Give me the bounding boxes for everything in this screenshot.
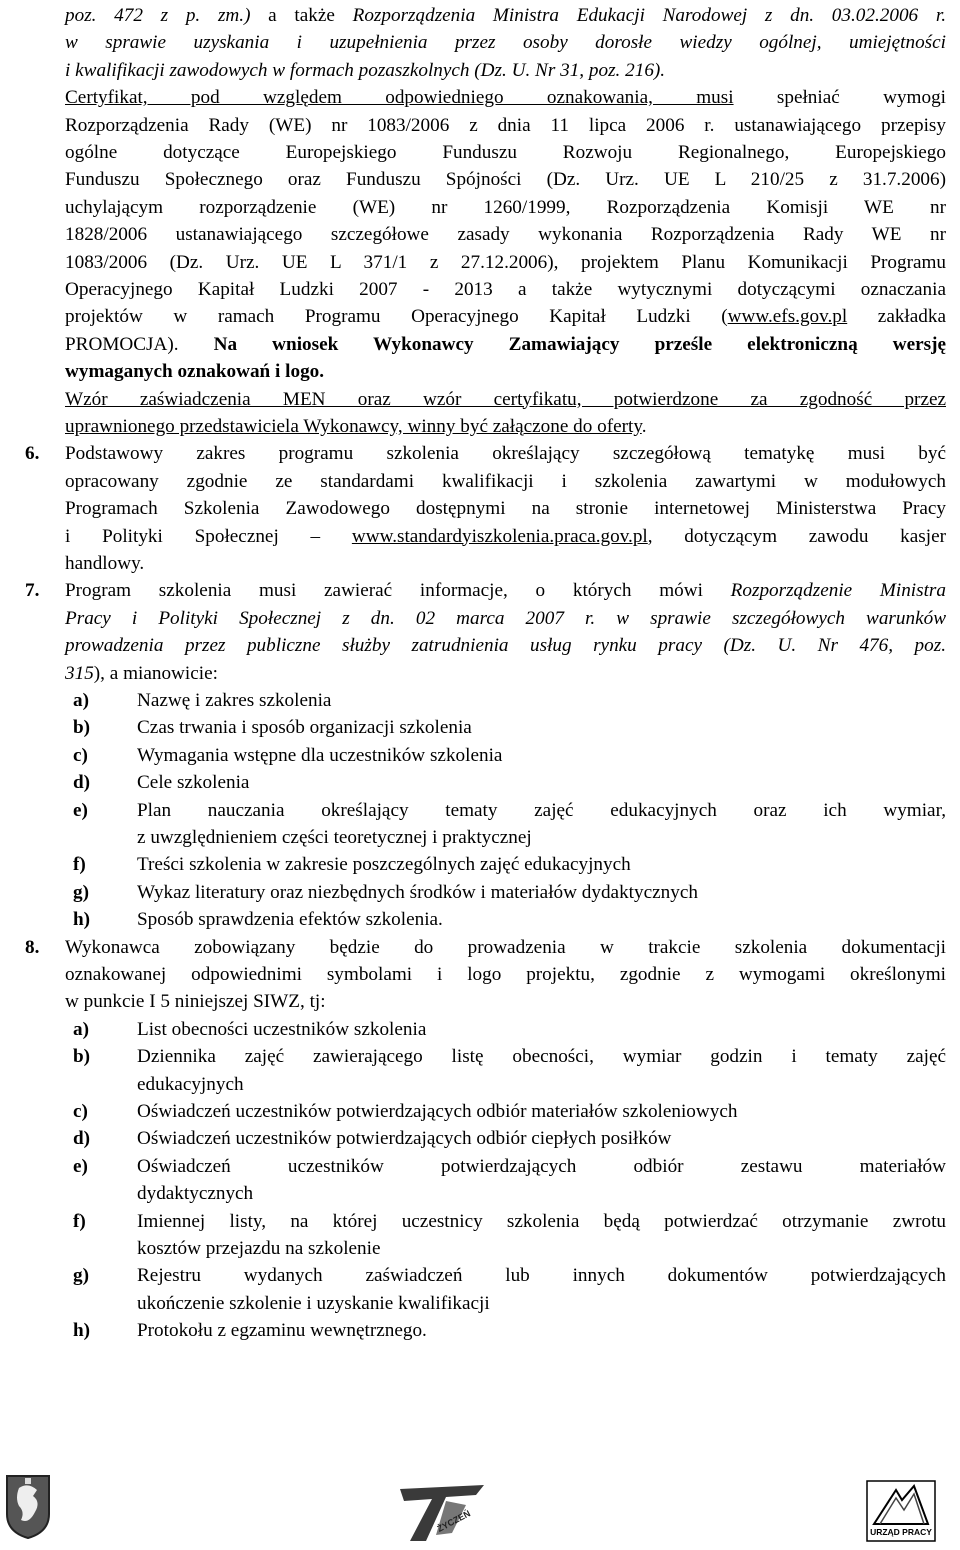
paragraph-line xyxy=(65,194,946,221)
paragraph-line xyxy=(65,331,946,358)
section-8-line xyxy=(65,988,946,1015)
text-segment: 315 xyxy=(65,662,94,684)
list-item-text: Treści szkolenia w zakresie poszczególnych zajęć edukacyjnych xyxy=(137,854,631,876)
list-item-text: Protokołu z egzaminu wewnętrznego. xyxy=(137,1320,427,1342)
list-item xyxy=(65,1043,946,1070)
list-item-text: ukończenie szkolenie i uzyskanie kwalifikacji xyxy=(137,1292,490,1314)
text-segment: 1083/2006 (Dz. Urz. UE L 371/1 z 27.12.2006), projektem Planu Komunikacji Programu xyxy=(65,251,946,273)
list-item-text: Sposób sprawdzenia efektów szkolenia. xyxy=(137,909,443,931)
paragraph-line xyxy=(65,139,946,166)
list-item xyxy=(65,687,946,714)
section-6-line xyxy=(65,495,946,522)
list-item-text: Nazwę i zakres szkolenia xyxy=(137,690,332,711)
urzad-pracy-text: URZĄD PRACY xyxy=(870,1527,932,1537)
paragraph-line xyxy=(65,303,946,330)
paragraph-line xyxy=(65,166,946,193)
list-item-text: kosztów przejazdu na szkolenie xyxy=(137,1238,381,1259)
text-segment: ), a mianowicie: xyxy=(93,662,218,684)
list-item-text: Rejestru wydanych zaświadczeń lub innych dokumentów potwierdzających xyxy=(137,1265,946,1287)
list-item xyxy=(65,769,946,796)
paragraph-line xyxy=(65,57,946,84)
list-item xyxy=(65,714,946,741)
list-item xyxy=(65,1208,946,1235)
text-segment: projektów w ramach Programu Operacyjnego Kapitał Ludzki ( xyxy=(65,306,728,328)
zyczen-logo xyxy=(396,1483,488,1545)
text-segment: www.efs.gov.pl xyxy=(727,306,848,328)
text-segment: Na wniosek Wykonawcy Zamawiający prześle elektroniczną wersję xyxy=(213,333,946,355)
list-item-text: Dziennika zajęć zawierającego listę obecności, wymiar godzin i tematy zajęć xyxy=(137,1046,946,1068)
section-6-line xyxy=(65,550,946,577)
section-7-line xyxy=(65,660,946,687)
section-7-line xyxy=(65,577,946,604)
text-segment: Rozporządzenie Ministra xyxy=(730,580,946,602)
list-item-letter: c) xyxy=(73,1101,88,1122)
paragraph-line xyxy=(65,112,946,139)
text-segment: Programach Szkolenia Zawodowego dostępnymi na stronie internetowej Ministerstwa Pracy xyxy=(65,498,946,520)
list-item xyxy=(65,1262,946,1289)
paragraph-line xyxy=(65,84,946,111)
list-item xyxy=(65,879,946,906)
text-segment: Pracy i Polityki Społecznej z dn. 02 marca 2007 r. w sprawie szczegółowych warunków xyxy=(65,607,946,629)
list-item-letter: d) xyxy=(73,772,91,794)
list-item-text: Cele szkolenia xyxy=(137,772,250,794)
text-segment: poz. 472 z p. zm.) xyxy=(65,5,251,26)
text-segment: uchylającym rozporządzenie (WE) nr 1260/1999, Rozporządzenia Komisji WE nr xyxy=(65,196,946,218)
text-segment: Rozporządzenia Ministra Edukacji Narodowej z dn. 03.02.2006 r. xyxy=(352,5,946,26)
section-6-line xyxy=(65,468,946,495)
urzad-pracy-logo xyxy=(866,1480,936,1542)
list-item-letter: g) xyxy=(73,1265,89,1287)
section-number: 6. xyxy=(25,443,40,465)
paragraph-line xyxy=(65,413,946,440)
paragraph-line xyxy=(65,386,946,413)
list-item-letter: g) xyxy=(73,881,89,903)
list-item xyxy=(65,1125,946,1152)
paragraph-line xyxy=(65,29,946,56)
paragraph-line xyxy=(65,249,946,276)
paragraph-line xyxy=(65,2,946,29)
text-segment: Program szkolenia musi zawierać informacje, o których mówi xyxy=(65,580,731,602)
section-number: 8. xyxy=(25,936,40,958)
list-item-letter: e) xyxy=(73,1155,88,1177)
paragraph-line xyxy=(65,276,946,303)
list-item xyxy=(65,1098,946,1125)
text-segment: 1828/2006 ustanawiającego szczegółowe zasady wykonania Rozporządzenia Rady WE nr xyxy=(65,224,946,246)
text-segment: www.standardyiszkolenia.praca.gov.pl xyxy=(351,525,648,547)
list-item-text: Oświadczeń uczestników potwierdzających odbiór materiałów szkoleniowych xyxy=(137,1101,738,1122)
list-item-text: Oświadczeń uczestników potwierdzających odbiór ciepłych posiłków xyxy=(137,1128,672,1150)
text-segment: Operacyjnego Kapitał Ludzki 2007 - 2013 a także wytycznymi dotyczącymi oznaczania xyxy=(65,279,946,300)
list-item-letter: d) xyxy=(73,1128,91,1150)
zyczen-logo-text: ŻYCZEŃ xyxy=(435,1508,473,1534)
list-item-letter: e) xyxy=(73,799,88,821)
text-segment: ogólne dotyczące Europejskiego Funduszu Rozwoju Regionalnego, Europejskiego xyxy=(65,142,946,163)
list-item-text: Oświadczeń uczestników potwierdzających odbiór zestawu materiałów xyxy=(137,1155,946,1177)
text-segment: prowadzenia przez publiczne służby zatrudnienia usług rynku pracy (Dz. U. Nr 476, poz. xyxy=(65,635,946,657)
list-item-letter: b) xyxy=(73,1046,91,1068)
list-item-letter: b) xyxy=(73,717,91,739)
text-segment: zakładka xyxy=(847,306,946,328)
list-item-letter: h) xyxy=(73,1320,91,1342)
list-item xyxy=(65,906,946,933)
section-number: 7. xyxy=(25,580,40,602)
text-segment: opracowany zgodnie ze standardami kwalifikacji i szkolenia zawartymi w modułowych xyxy=(65,470,946,492)
text-segment: Podstawowy zakres programu szkolenia określający szczegółową tematykę musi być xyxy=(65,443,946,465)
paragraph-line xyxy=(65,221,946,248)
list-item xyxy=(65,1317,946,1344)
list-item xyxy=(65,851,946,878)
text-segment: handlowy. xyxy=(65,553,145,574)
list-item-letter: f) xyxy=(73,1210,86,1232)
list-item-text: edukacyjnych xyxy=(137,1073,244,1095)
list-item-text: z uwzględnieniem części teoretycznej i praktycznej xyxy=(137,827,532,848)
list-item-letter: c) xyxy=(73,744,88,766)
section-7-line xyxy=(65,632,946,659)
text-segment: Certyfikat, pod względem odpowiedniego oznakowania, musi xyxy=(65,87,734,109)
list-item-text: Plan nauczania określający tematy zajęć edukacyjnych oraz ich wymiar, xyxy=(137,799,946,821)
section-8-line xyxy=(65,961,946,988)
text-segment: Funduszu Społecznego oraz Funduszu Spójności (Dz. Urz. UE L 210/25 z 31.7.2006) xyxy=(65,169,946,191)
text-segment: spełniać wymogi xyxy=(733,87,946,109)
list-item-letter: a) xyxy=(73,1018,89,1040)
list-item-text: Wymagania wstępne dla uczestników szkolenia xyxy=(137,744,503,766)
text-segment: i kwalifikacji zawodowych w formach pozaszkolnych (Dz. U. Nr 31, poz. 216). xyxy=(65,59,666,81)
text-segment: w punkcie I 5 niniejszej SIWZ, tj: xyxy=(65,991,326,1013)
list-item xyxy=(65,1153,946,1180)
list-item xyxy=(65,742,946,769)
coat-of-arms-logo xyxy=(5,1474,51,1540)
list-item-text: Imiennej listy, na której uczestnicy szkolenia będą potwierdzać otrzymanie zwrotu xyxy=(137,1210,946,1232)
text-segment: Wzór zaświadczenia MEN oraz wzór certyfikatu, potwierdzone za zgodność przez xyxy=(65,388,946,410)
list-item xyxy=(65,1016,946,1043)
text-segment: a także xyxy=(250,5,353,26)
text-segment: Rozporządzenia Rady (WE) nr 1083/2006 z dnia 11 lipca 2006 r. ustanawiającego przepisy xyxy=(65,114,946,136)
text-segment: i Polityki Społecznej – xyxy=(65,525,352,547)
list-item-text: dydaktycznych xyxy=(137,1183,254,1205)
text-segment: wymaganych oznakowań i logo. xyxy=(65,361,325,383)
list-item-text: Wykaz literatury oraz niezbędnych środków i materiałów dydaktycznych xyxy=(137,881,698,903)
list-item-text: Czas trwania i sposób organizacji szkolenia xyxy=(137,717,472,739)
text-segment: Wykonawca zobowiązany będzie do prowadzenia w trakcie szkolenia dokumentacji xyxy=(65,936,946,958)
list-item xyxy=(65,797,946,824)
text-segment: uprawnionego przedstawiciela Wykonawcy, winny być załączone do oferty xyxy=(65,416,642,437)
list-item-text: List obecności uczestników szkolenia xyxy=(137,1018,427,1040)
list-item-letter: h) xyxy=(73,909,91,931)
text-segment: , dotyczącym zawodu kasjer xyxy=(647,525,946,547)
text-segment: oznakowanej odpowiednimi symbolami i logo projektu, zgodnie z wymogami określonymi xyxy=(65,964,946,985)
list-item-letter: f) xyxy=(73,854,86,876)
section-7-line xyxy=(65,605,946,632)
paragraph-line xyxy=(65,358,946,385)
text-segment: w sprawie uzyskania i uzupełnienia przez osoby dorosłe wiedzy ogólnej, umiejętności xyxy=(65,32,946,54)
text-segment: . xyxy=(641,416,647,437)
text-segment: PROMOCJA). xyxy=(65,333,214,355)
section-6-line xyxy=(65,440,946,467)
list-item-letter: a) xyxy=(73,690,89,711)
section-8-line xyxy=(65,934,946,961)
section-6-line xyxy=(65,523,946,550)
